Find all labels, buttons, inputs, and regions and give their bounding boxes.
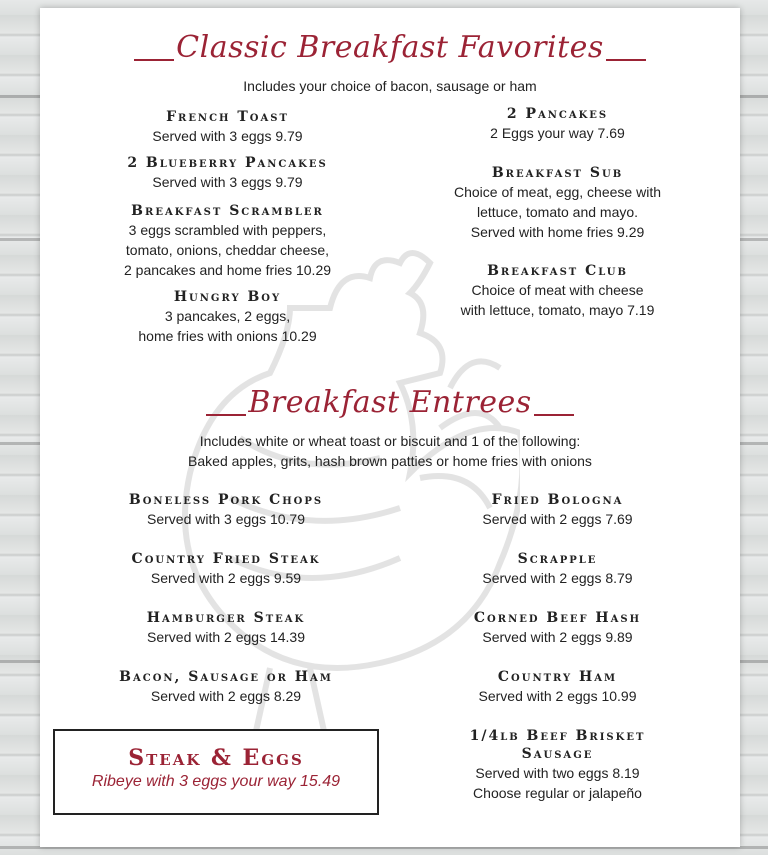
item-desc: Served with two eggs 8.19: [475, 765, 640, 781]
menu-item: [75, 108, 380, 146]
item-desc: Served with 2 eggs 7.69: [482, 511, 633, 527]
title-underline-left: [134, 59, 174, 61]
menu-item: [425, 609, 690, 647]
item-desc: Served with 3 eggs 9.79: [152, 174, 303, 190]
item-desc: with lettuce, tomato, mayo 7.19: [460, 302, 655, 318]
steak-eggs-title: Steak & Eggs: [128, 745, 304, 771]
title-underline-right: [534, 414, 574, 416]
item-name: Bacon, Sausage or Ham: [119, 669, 333, 685]
item-desc: lettuce, tomato and mayo.: [476, 204, 639, 220]
item-desc: Served with 3 eggs 9.79: [152, 128, 303, 144]
item-desc: Served with 2 eggs 10.99: [478, 688, 637, 704]
item-desc: Choice of meat with cheese: [471, 282, 644, 298]
menu-item: [75, 288, 380, 346]
menu-item: [425, 491, 690, 529]
item-name: 1/4lb Beef Brisket: [469, 728, 646, 744]
item-desc: Served with 2 eggs 9.59: [150, 570, 302, 586]
item-name: 2 Blueberry Pancakes: [127, 155, 328, 171]
menu-item: [425, 727, 690, 803]
item-name: Boneless Pork Chops: [128, 492, 324, 508]
menu-item: [420, 164, 695, 242]
section-subtitle: Includes your choice of bacon, sausage or ham: [243, 78, 537, 94]
item-name: Hamburger Steak: [146, 610, 306, 626]
item-name: Breakfast Sub: [491, 165, 624, 181]
item-name: Scrapple: [517, 551, 598, 567]
item-name: Sausage: [521, 746, 594, 762]
item-name: Corned Beef Hash: [473, 610, 642, 626]
menu-item: [75, 154, 380, 192]
menu-item: [420, 262, 695, 320]
steak-eggs-desc: Ribeye with 3 eggs your way 15.49: [91, 773, 341, 790]
item-desc: Served with 3 eggs 10.79: [147, 511, 305, 527]
menu-item: [70, 491, 382, 529]
menu-item: [425, 550, 690, 588]
section-title-entrees: [40, 385, 740, 420]
section-title-text: Classic Breakfast Favorites: [176, 30, 604, 65]
menu-item: [70, 609, 382, 647]
section-title-text: Breakfast Entrees: [248, 385, 532, 420]
section-subtitle: Includes white or wheat toast or biscuit and 1 of the following:: [199, 433, 581, 449]
item-desc: Choice of meat, egg, cheese with: [453, 184, 661, 200]
item-name: Country Ham: [497, 669, 618, 685]
menu-item: [420, 105, 695, 143]
section-title-classic: [40, 30, 740, 65]
item-desc: Served with 2 eggs 14.39: [147, 629, 305, 645]
item-desc: Choose regular or jalapeño: [473, 785, 642, 801]
item-desc: tomato, onions, cheddar cheese,: [125, 242, 330, 258]
item-desc: Served with home fries 9.29: [470, 224, 645, 240]
item-desc: 2 Eggs your way 7.69: [490, 125, 625, 141]
item-desc: Served with 2 eggs 9.89: [482, 629, 633, 645]
item-name: Breakfast Scrambler: [131, 203, 324, 219]
item-desc: 3 eggs scrambled with peppers,: [128, 222, 327, 238]
item-desc: home fries with onions 10.29: [138, 328, 317, 344]
item-desc: Served with 2 eggs 8.79: [482, 570, 633, 586]
item-desc: 3 pancakes, 2 eggs,: [164, 308, 291, 324]
menu-item: [75, 202, 380, 280]
item-name: Hungry Boy: [173, 289, 282, 305]
steak-eggs-box: [53, 729, 379, 815]
title-underline-right: [606, 59, 646, 61]
item-name: 2 Pancakes: [506, 106, 609, 122]
item-name: French Toast: [166, 109, 289, 125]
section-subtitle: Baked apples, grits, hash brown patties or home fries with onions: [188, 453, 592, 469]
item-desc: Served with 2 eggs 8.29: [150, 688, 302, 704]
menu-item: [425, 668, 690, 706]
item-name: Breakfast Club: [487, 263, 628, 279]
menu-item: [70, 668, 382, 706]
title-underline-left: [206, 414, 246, 416]
item-desc: 2 pancakes and home fries 10.29: [123, 262, 332, 278]
menu-item: [70, 550, 382, 588]
item-name: Country Fried Steak: [131, 551, 321, 567]
item-name: Fried Bologna: [491, 492, 624, 508]
